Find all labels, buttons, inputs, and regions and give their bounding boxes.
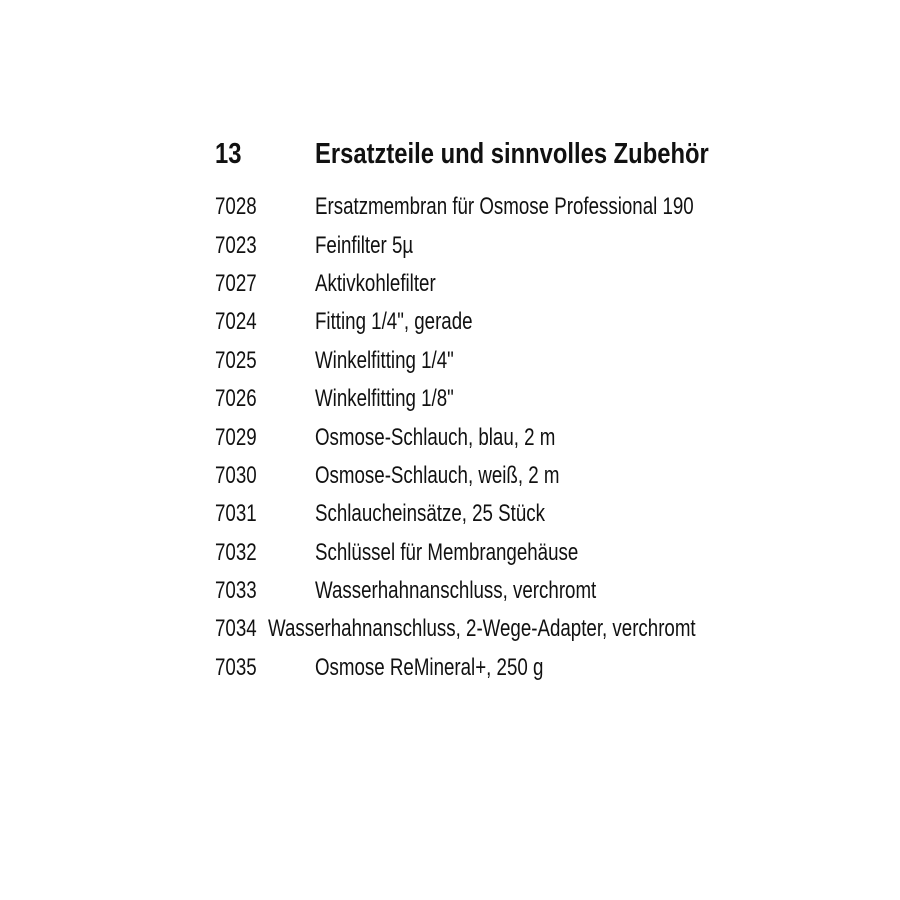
section-title: Ersatzteile und sinnvolles Zubehör (315, 138, 709, 170)
item-description: Aktivkohlefilter (315, 269, 436, 297)
item-description: Osmose-Schlauch, blau, 2 m (315, 423, 556, 451)
item-code: 7027 (215, 269, 257, 297)
item-code: 7031 (215, 500, 257, 528)
list-item (215, 303, 815, 341)
list-item (215, 418, 815, 456)
list-item (215, 572, 815, 610)
item-code: 7034 (215, 615, 257, 643)
item-description: Winkelfitting 1/8" (315, 385, 454, 413)
item-code: 7025 (215, 346, 257, 374)
list-item (215, 188, 815, 226)
list-item (215, 534, 815, 572)
item-code: 7023 (215, 231, 257, 259)
item-code: 7028 (215, 193, 257, 221)
item-description: Fitting 1/4", gerade (315, 308, 473, 336)
item-code: 7035 (215, 653, 257, 681)
list-item (215, 380, 815, 418)
list-item (215, 649, 815, 687)
item-description: Winkelfitting 1/4" (315, 346, 454, 374)
section-number: 13 (215, 138, 242, 170)
item-description: Feinfilter 5µ (315, 231, 414, 259)
section-heading (215, 138, 815, 182)
parts-list-section (215, 138, 815, 687)
item-code: 7029 (215, 423, 257, 451)
list-item (215, 457, 815, 495)
item-code: 7024 (215, 308, 257, 336)
item-description: Wasserhahnanschluss, 2-Wege-Adapter, verchromt (268, 615, 697, 643)
item-code: 7033 (215, 577, 257, 605)
list-item (215, 610, 815, 648)
item-code: 7030 (215, 461, 257, 489)
item-description: Osmose-Schlauch, weiß, 2 m (315, 461, 560, 489)
list-item (215, 226, 815, 264)
item-description: Ersatzmembran für Osmose Professional 190 (315, 193, 694, 221)
item-description: Schlaucheinsätze, 25 Stück (315, 500, 545, 528)
item-code: 7026 (215, 385, 257, 413)
item-description: Osmose ReMineral+, 250 g (315, 653, 544, 681)
parts-list (215, 188, 815, 687)
item-code: 7032 (215, 538, 257, 566)
list-item (215, 495, 815, 533)
item-description: Wasserhahnanschluss, verchromt (315, 577, 597, 605)
list-item (215, 342, 815, 380)
list-item (215, 265, 815, 303)
item-description: Schlüssel für Membrangehäuse (315, 538, 579, 566)
